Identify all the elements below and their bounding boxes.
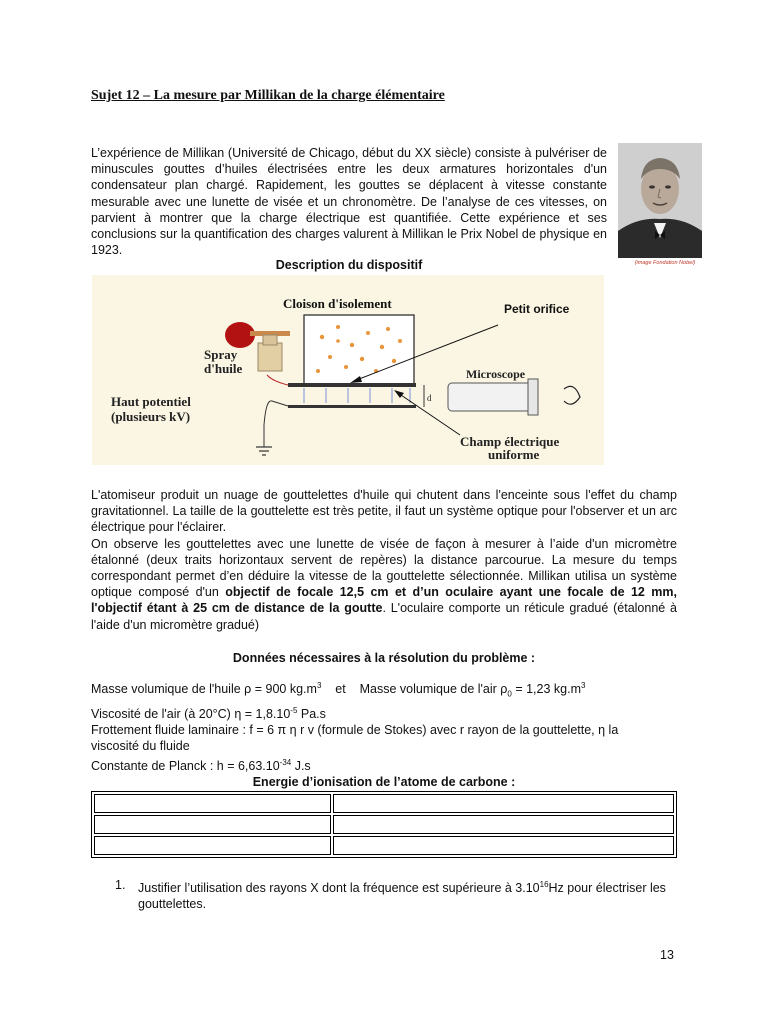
intro-paragraph: L’expérience de Millikan (Université de Chicago, début du XX siècle) consiste à pulvériser de minuscules gouttes d’huiles électrisées entre les deux armatures horizontales d'un condensateur plan chargé. Rapidement, les gouttes se déplacent à vitesse constante mesurable avec une lunette de visée et un chronomètre. De l’analyse de ces vitesses, on parvient à montrer que la charge électrique est quantifiée. Cette expérience et ses conclusions sur la quantification des charges valurent à Millikan le Prix Nobel de physique en 1923. bbox=[91, 146, 607, 258]
data-list bbox=[91, 678, 651, 774]
millikan-apparatus-diagram bbox=[92, 275, 604, 465]
label-champ-2: uniforme bbox=[488, 447, 540, 462]
field-arrows bbox=[304, 388, 410, 403]
data-densities: Masse volumique de l'huile ρ = 900 $kg.m^3$ et Masse volumique de l'air $\rho_0 = 1,23$ $kg.m^3$ bbox=[91, 681, 586, 699]
table-cell bbox=[94, 815, 331, 834]
data-viscosity: Viscosité de l'air (à 20°C) $\eta = 1,8.10^{-5}$ Pa.s bbox=[91, 705, 326, 722]
question-number: 1. bbox=[115, 878, 126, 892]
upper-plate bbox=[288, 383, 416, 387]
label-cloison: Cloison d'isolement bbox=[283, 296, 392, 311]
chamber bbox=[304, 315, 414, 385]
description-heading: Description du dispositif bbox=[275, 258, 423, 272]
label-spray-1: Spray bbox=[204, 347, 238, 362]
data-friction: Frottement fluide laminaire : f = 6 π η r v (formule de Stokes) avec r rayon de la gouttelette, η la viscosité du fluide bbox=[91, 723, 619, 754]
paragraph-observation: On observe les gouttelettes avec une lunette de visée de façon à mesurer à l’aide d'un micromètre étalonné (deux traits horizontaux servent de repères) la distance parcourue. La mesure du temps correspondant permet d’en déduire la vitesse de la gouttelette sélectionnée. Millikan utilisa un système optique composé d'un objectif de focale 12,5 cm et d’un oculaire ayant une focale de 12 mm, l'objectif étant à 25 cm de distance de la goutte. L'oculaire comporte un réticule gradué (étalonné à l'aide d'un micromètre gradué) bbox=[91, 536, 677, 632]
page-number: 13 bbox=[660, 948, 674, 962]
table-row bbox=[94, 836, 674, 855]
table-cell bbox=[333, 815, 674, 834]
microscope bbox=[448, 383, 534, 411]
label-microscope: Microscope bbox=[466, 367, 526, 381]
question-text: Justifier l’utilisation des rayons X dont la fréquence est supérieure à 3.10$^{16}$Hz pour électriser les gouttelettes. bbox=[138, 880, 666, 912]
millikan-portrait bbox=[618, 143, 702, 258]
data-heading: Données nécessaires à la résolution du problème : bbox=[232, 651, 536, 665]
label-potentiel-1: Haut potentiel bbox=[111, 394, 191, 409]
table-row bbox=[94, 815, 674, 834]
page-title: Sujet 12 – La mesure par Millikan de la charge élémentaire bbox=[91, 88, 445, 103]
label-spray-2: d'huile bbox=[204, 361, 243, 376]
lower-plate bbox=[288, 405, 416, 408]
table-cell bbox=[333, 836, 674, 855]
label-orifice: Petit orifice bbox=[504, 302, 570, 316]
table-cell bbox=[94, 836, 331, 855]
paragraph-atomiseur: L'atomiseur produit un nuage de gouttelettes d'huile qui chutent dans l'enceinte sous l'effet du champ gravitationnel. La taille de la gouttelette est très petite, il faut un système optique pour l'observer et un arc électrique pour l'éclairer. bbox=[91, 488, 677, 535]
eye-icon bbox=[564, 386, 580, 404]
table-cell bbox=[94, 794, 331, 813]
label-potentiel-2: (plusieurs kV) bbox=[111, 409, 191, 424]
table-row bbox=[94, 794, 674, 813]
photo-credit: (image Fondation Nobel) bbox=[634, 260, 696, 266]
d-label: d bbox=[427, 393, 432, 403]
ionisation-table bbox=[91, 791, 677, 858]
table-cell bbox=[333, 794, 674, 813]
table-heading: Energie d’ionisation de l’atome de carbone : bbox=[252, 775, 516, 789]
description-paragraph bbox=[91, 487, 677, 633]
data-planck: Constante de Planck : $h = 6,63.10^{-34}$ J.s bbox=[91, 757, 311, 773]
label-champ-1: Champ électrique bbox=[460, 434, 560, 449]
